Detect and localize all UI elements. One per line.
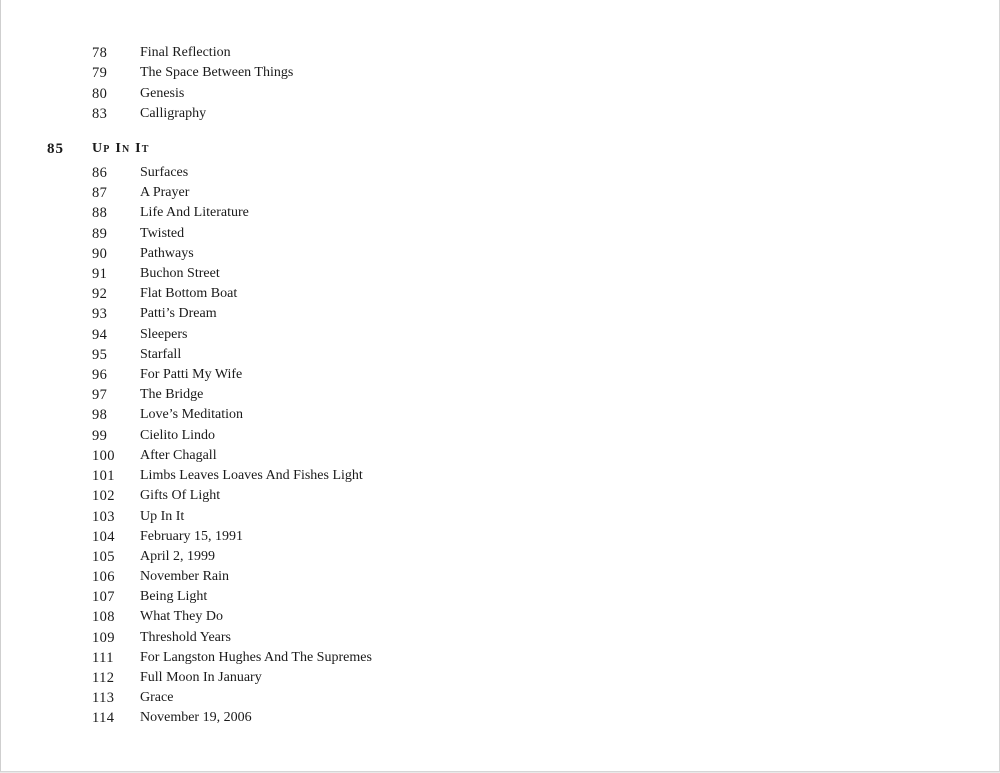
toc-entry-title: Starfall [140,347,182,362]
toc-page-number: 91 [92,266,108,282]
toc-entry-title: Buchon Street [140,266,220,281]
toc-page-number: 92 [92,286,108,302]
toc-entry-title: November 19, 2006 [140,710,252,725]
toc-entry-title: Gifts Of Light [140,488,221,503]
toc-entry-title: February 15, 1991 [140,529,244,544]
toc-entry-title: Love’s Meditation [140,407,244,422]
toc-entry-title: Pathways [140,246,194,261]
toc-page-number: 87 [92,185,108,201]
toc-page-number: 97 [92,387,108,403]
toc-page-number: 90 [92,246,108,262]
toc-entry-title: Final Reflection [140,45,231,60]
toc-page-number: 86 [92,165,108,181]
toc-entry-title: The Bridge [140,387,204,402]
toc-page-number: 95 [92,347,108,363]
toc-page-number: 94 [92,327,108,343]
toc-page-number: 106 [92,569,115,585]
toc-entry-title: The Space Between Things [140,65,294,80]
toc-page-number: 104 [92,529,115,545]
toc-page-number: 80 [92,86,108,102]
toc-page-number: 79 [92,65,108,81]
toc-entry-title: Limbs Leaves Loaves And Fishes Light [140,468,363,483]
toc-entry-title: Calligraphy [140,106,207,121]
toc-page-number: 113 [92,690,115,706]
toc-page-number: 98 [92,407,108,423]
toc-entry-title: Surfaces [140,165,189,180]
toc-entry-title: Threshold Years [140,630,231,645]
toc-entry-title: Sleepers [140,327,188,342]
toc-entry-title: Full Moon In January [140,670,262,685]
toc-page-number: 89 [92,226,108,242]
toc-entry-title: What They Do [140,609,223,624]
toc-page-number: 100 [92,448,115,464]
section-page-number: 85 [47,141,64,157]
toc-entry-title: April 2, 1999 [140,549,216,564]
toc-page-number: 101 [92,468,115,484]
toc-entry-title: Patti’s Dream [140,306,217,321]
toc-entry-title: For Patti My Wife [140,367,243,382]
toc-page-number: 102 [92,488,115,504]
toc-page-number: 107 [92,589,115,605]
toc-page-number: 83 [92,106,108,122]
toc-page-number: 103 [92,509,115,525]
section-title: Up In It [92,141,150,156]
toc-entry-title: Flat Bottom Boat [140,286,238,301]
toc-entry-title: Twisted [140,226,185,241]
toc-entry-title: A Prayer [140,185,190,200]
toc-entry-title: After Chagall [140,448,217,463]
toc-entry-title: Grace [140,690,174,705]
toc-page-number: 109 [92,630,115,646]
toc-entry-title: Being Light [140,589,208,604]
toc-page-number: 105 [92,549,115,565]
toc-page-number: 93 [92,306,108,322]
toc-entry-title: November Rain [140,569,230,584]
toc-page-number: 108 [92,609,115,625]
toc-page-number: 114 [92,710,115,726]
toc-page-number: 88 [92,205,108,221]
toc-entry-title: Up In It [140,509,185,524]
toc-entry-title: For Langston Hughes And The Supremes [140,650,372,665]
toc-entry-title: Life And Literature [140,205,249,220]
toc-page-number: 111 [92,650,114,666]
toc-entry-title: Genesis [140,86,185,101]
toc-entry-title: Cielito Lindo [140,428,216,443]
toc-page-number: 99 [92,428,108,444]
toc-page-number: 96 [92,367,108,383]
toc-page-number: 112 [92,670,115,686]
toc-page-number: 78 [92,45,108,61]
